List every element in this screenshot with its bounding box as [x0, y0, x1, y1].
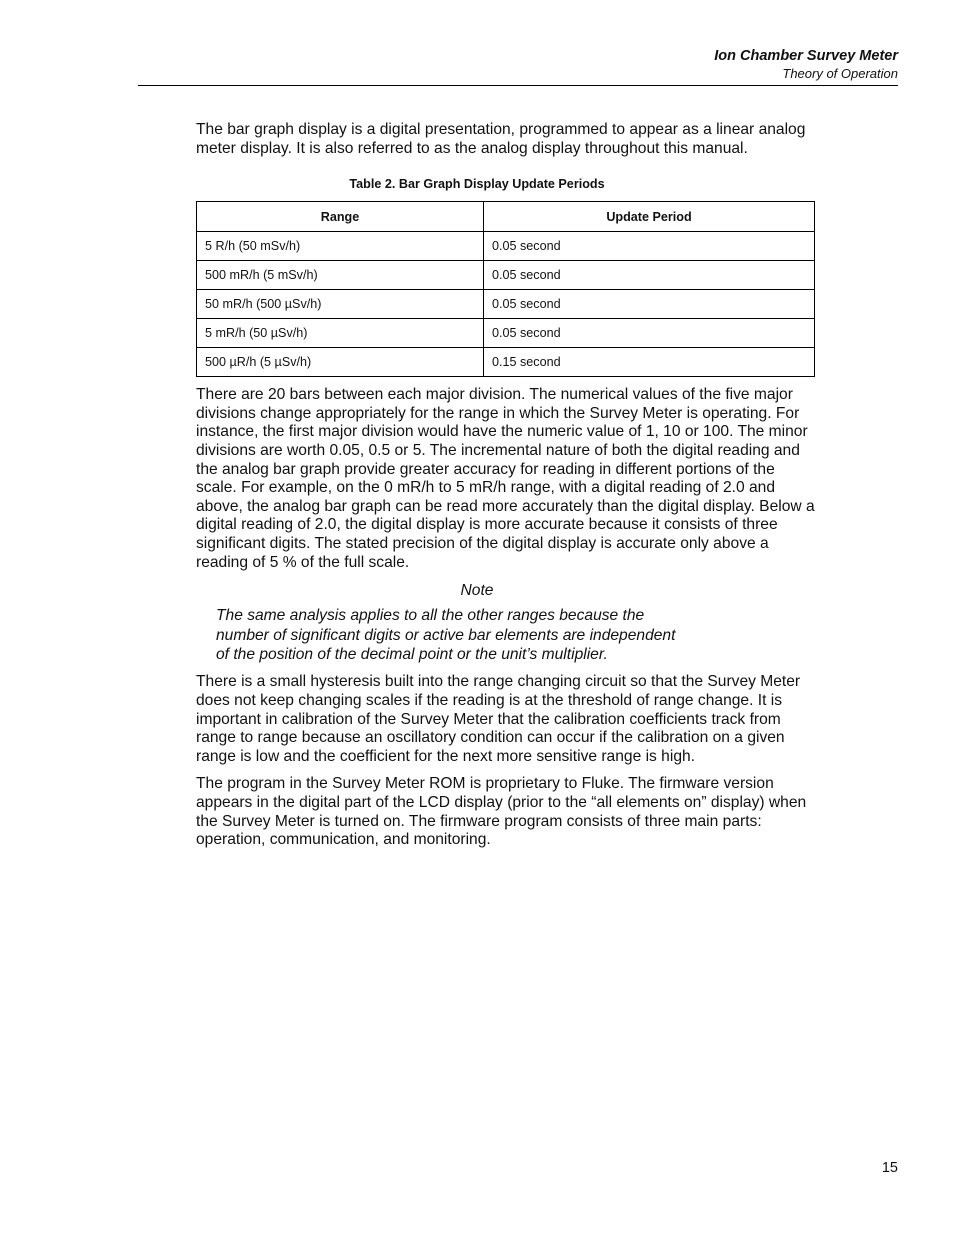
running-header: [714, 47, 898, 83]
range-cell: 500 mR/h (5 mSv/h): [197, 261, 484, 290]
note-body: [216, 606, 736, 664]
range-cell: 5 mR/h (50 µSv/h): [197, 319, 484, 348]
note-line: The same analysis applies to all the other ranges because the: [216, 607, 645, 625]
hysteresis-paragraph: There is a small hysteresis built into the range changing circuit so that the Survey Meter does not keep changing scales if the reading is at the threshold of range change. It is important in calibration of the Survey Meter that the calibration coefficients track from range to range because an oscillatory condition can occur if the calibration on a given range is low and the coefficient for the next more sensitive range is high.: [196, 673, 801, 765]
page-content: [196, 121, 816, 850]
note-line: number of significant digits or active bar elements are independent: [216, 626, 676, 644]
header-subtitle: Theory of Operation: [782, 66, 898, 81]
table-row: [197, 319, 815, 348]
divisions-paragraph: There are 20 bars between each major division. The numerical values of the five major divisions change appropriately for the range in which the Survey Meter is operating. For instance, the first major division would have the numeric value of 1, 10 or 100. The minor divisions are worth 0.05, 0.5 or 5. The incremental nature of both the digital reading and the analog bar graph provide greater accuracy for reading in different portions of the scale. For example, on the 0 mR/h to 5 mR/h range, with a digital reading of 2.0 and above, the analog bar graph can be read more accurately than the digital display. Below a digital reading of 2.0, the digital display is more accurate because it consists of three significant digits. The stated precision of the digital display is accurate only above a reading of 5 % of the full scale.: [196, 386, 815, 571]
firmware-paragraph: The program in the Survey Meter ROM is proprietary to Fluke. The firmware version appears in the digital part of the LCD display (prior to the “all elements on” display) when the Survey Meter is turned on. The firmware program consists of three main parts: operation, communication, and monitoring.: [196, 775, 807, 849]
range-cell: 500 µR/h (5 µSv/h): [197, 348, 484, 377]
update-periods-table: [196, 201, 815, 377]
page-number: 15: [881, 1160, 898, 1176]
range-cell: 5 R/h (50 mSv/h): [197, 232, 484, 261]
update-period-cell: 0.05 second: [484, 232, 815, 261]
header-title: Ion Chamber Survey Meter: [714, 48, 898, 64]
table-caption: Table 2. Bar Graph Display Update Periods: [349, 177, 605, 192]
range-cell: 50 mR/h (500 µSv/h): [197, 290, 484, 319]
update-period-cell: 0.15 second: [484, 348, 815, 377]
update-period-cell: 0.05 second: [484, 319, 815, 348]
table-header-row: [197, 202, 815, 232]
column-header-update-period: Update Period: [484, 202, 815, 232]
table-row: [197, 290, 815, 319]
note-label: Note: [460, 582, 494, 600]
update-period-cell: 0.05 second: [484, 290, 815, 319]
note-line: of the position of the decimal point or the unit’s multiplier.: [216, 645, 608, 663]
column-header-range: Range: [197, 202, 484, 232]
table-row: [197, 261, 815, 290]
intro-paragraph: The bar graph display is a digital presentation, programmed to appear as a linear analog meter display. It is also referred to as the analog display throughout this manual.: [196, 121, 806, 157]
update-period-cell: 0.05 second: [484, 261, 815, 290]
table-row: [197, 232, 815, 261]
table-row: [197, 348, 815, 377]
header-rule: [138, 85, 898, 86]
